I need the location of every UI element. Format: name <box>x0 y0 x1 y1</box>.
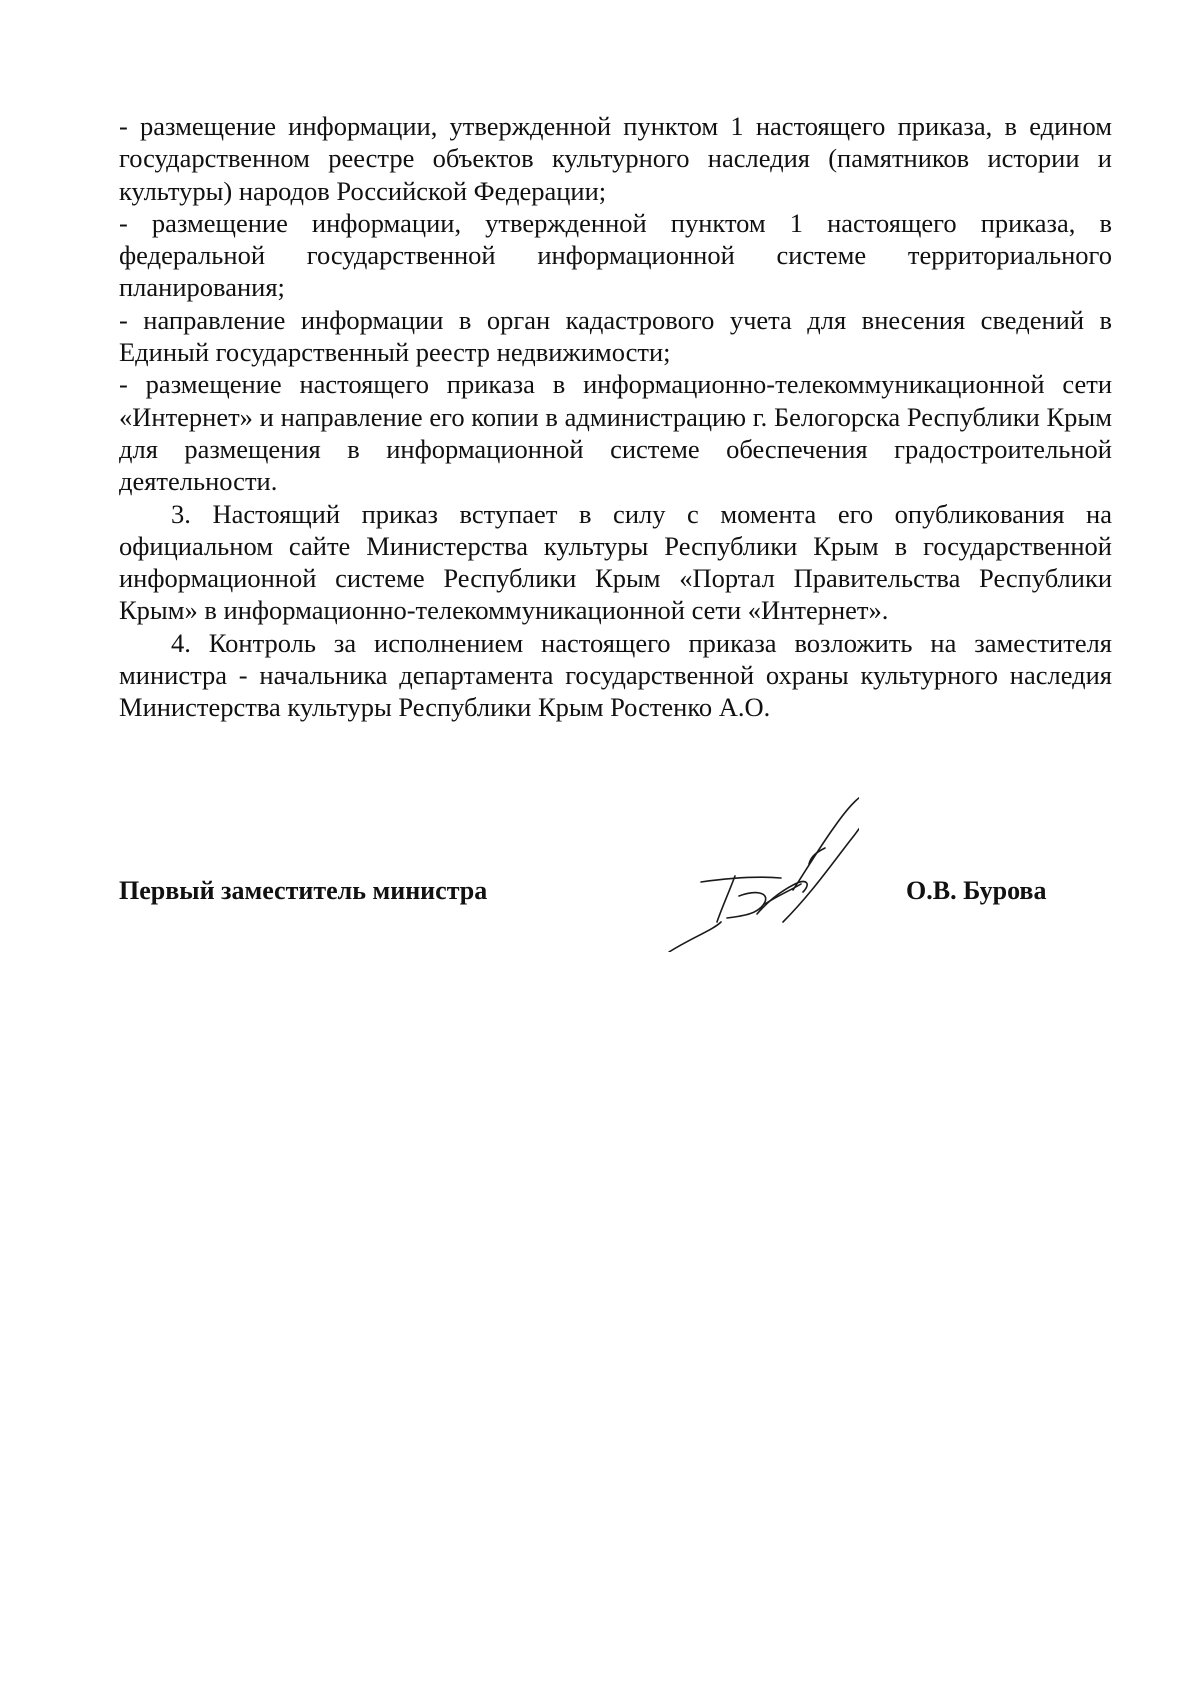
list-item-egrokn: - размещение информации, утвержденной пунктом 1 настоящего приказа, в едином государственном реестре объектов культурного наследия (памятников истории и культуры) народов Российской Федерации; <box>119 111 1112 206</box>
clause-3: 3. Настоящий приказ вступает в силу с момента его опубликования на официальном сайте Министерства культуры Республики Крым в государственной информационной системе Республики Крым «Портал Правительства Республики Крым» в информационно-телекоммуникационной сети «Интернет». <box>119 498 1112 626</box>
list-item-cadastre: - направление информации в орган кадастрового учета для внесения сведений в Единый государственный реестр недвижимости; <box>119 304 1112 368</box>
signatory-title: Первый заместитель министра <box>119 876 488 905</box>
list-item-fgis-tp: - размещение информации, утвержденной пунктом 1 настоящего приказа, в федеральной государственной информационной системе территориального планирования; <box>119 207 1112 303</box>
clause-4: 4. Контроль за исполнением настоящего приказа возложить на заместителя министра - начальника департамента государственной охраны культурного наследия Министерства культуры Республики Крым Ростенко А.О. <box>119 627 1112 723</box>
document-body <box>119 110 1112 724</box>
signatory-name: О.В. Бурова <box>906 876 1047 905</box>
signature-block <box>119 774 1112 954</box>
handwritten-signature <box>659 792 859 952</box>
list-item-internet-publication: - размещение настоящего приказа в информационно-телекоммуникационной сети «Интернет» и направление его копии в администрацию г. Белогорска Республики Крым для размещения в информационной системе обеспечения градостроительной деятельности. <box>119 369 1112 497</box>
